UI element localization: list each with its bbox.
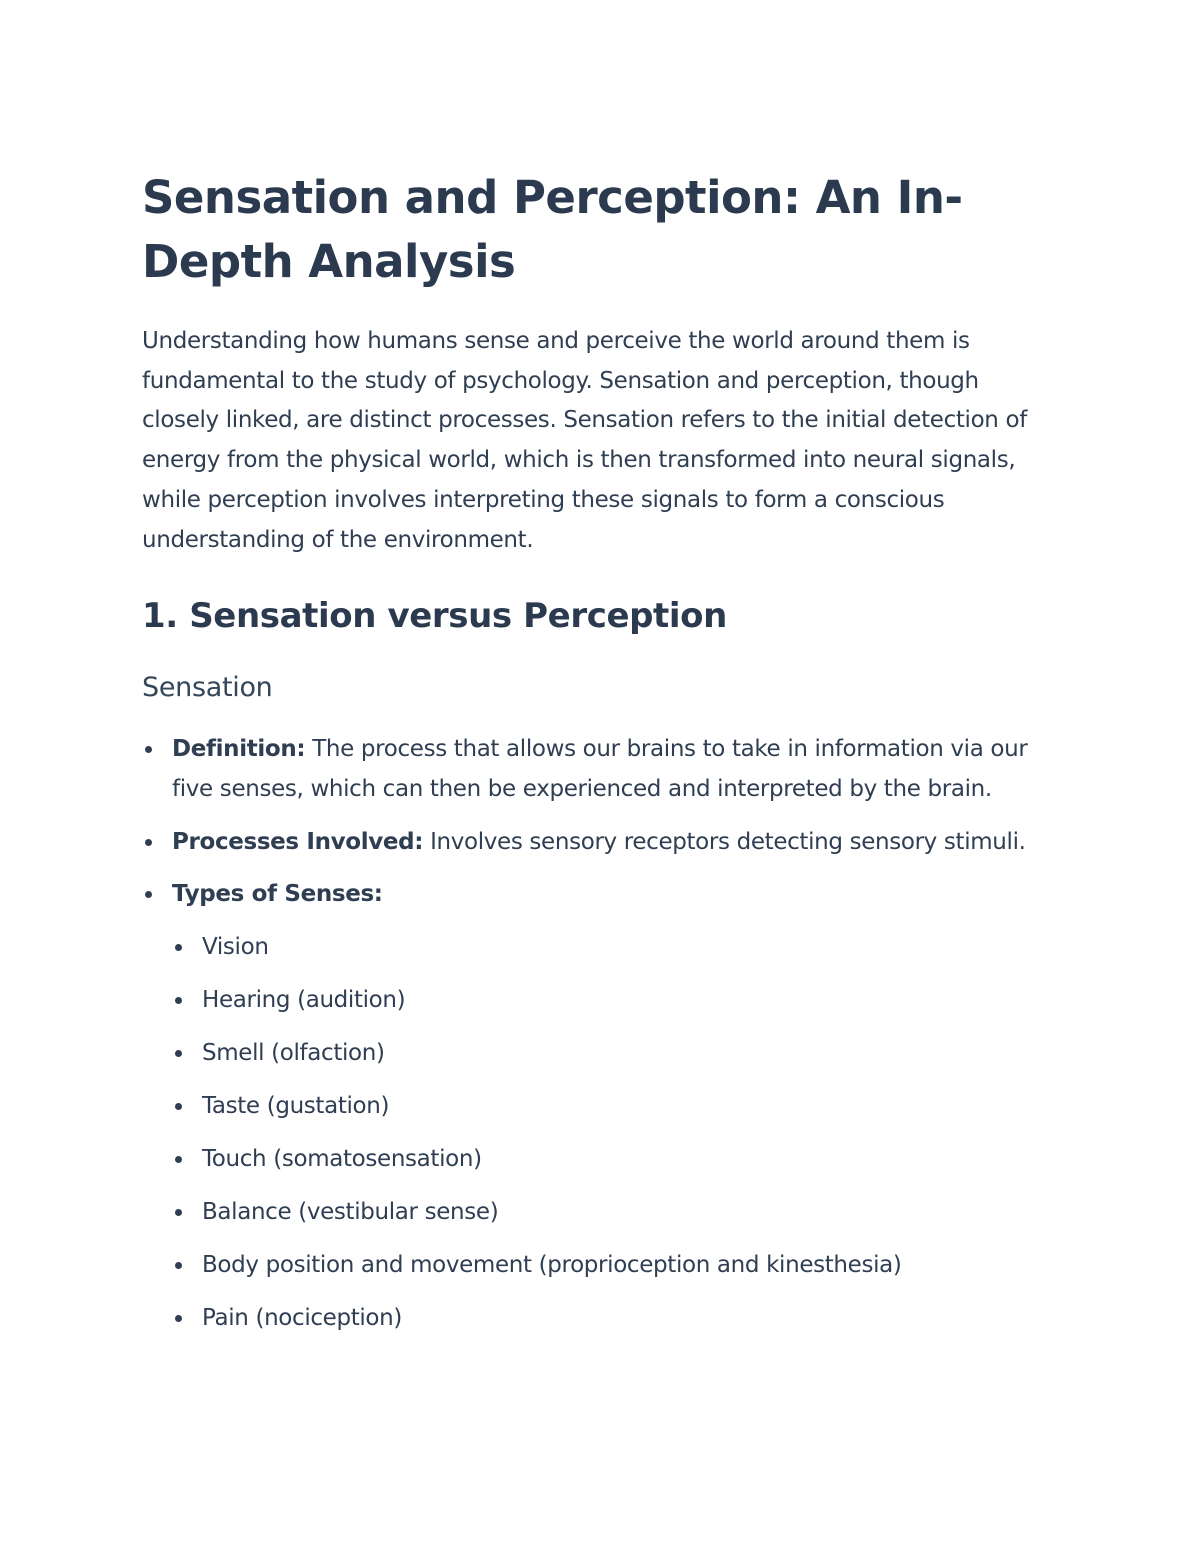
sublist-item-text: Body position and movement (proprioception and kinesthesia) <box>202 1252 902 1279</box>
bullet-icon <box>175 944 182 951</box>
bullet-icon <box>175 1050 182 1057</box>
sublist-item-text: Smell (olfaction) <box>202 1040 385 1067</box>
section-heading: 1. Sensation versus Perception <box>142 596 727 637</box>
bullet-icon <box>175 1156 182 1163</box>
bullet-icon <box>175 1209 182 1216</box>
bullet-icon <box>175 1262 182 1269</box>
list-item-definition <box>142 730 1060 809</box>
sublist-item-text: Balance (vestibular sense) <box>202 1199 499 1226</box>
bullet-icon <box>145 746 152 753</box>
sublist-item <box>172 1034 1060 1074</box>
sublist-item <box>172 1299 1060 1339</box>
sublist-item-text: Vision <box>202 934 269 961</box>
sensation-bullet-list <box>142 730 1060 1339</box>
sublist-item <box>172 981 1060 1021</box>
bullet-icon <box>175 1103 182 1110</box>
bullet-text: Involves sensory receptors detecting sensory stimuli. <box>423 828 1026 855</box>
sublist-item <box>172 1087 1060 1127</box>
sublist-item-text: Hearing (audition) <box>202 987 406 1014</box>
list-item-types <box>142 875 1060 1338</box>
bullet-icon <box>175 997 182 1004</box>
sublist-item <box>172 1140 1060 1180</box>
sublist-item-text: Taste (gustation) <box>202 1093 390 1120</box>
document-title: Sensation and Perception: An In-Depth Analysis <box>142 171 963 288</box>
bullet-icon <box>145 891 152 898</box>
sublist-item-text: Pain (nociception) <box>202 1305 402 1332</box>
bullet-icon <box>145 839 152 846</box>
sublist-item <box>172 1193 1060 1233</box>
bullet-term: Processes Involved: <box>172 828 424 855</box>
bullet-text: The process that allows our brains to take in information via our five senses, which can then be experienced and interpreted by the brain. <box>172 736 1028 802</box>
intro-paragraph: Understanding how humans sense and perceive the world around them is fundamental to the study of psychology. Sensation and perception, though closely linked, are distinct processes. Sensation refers to the initial detection of energy from the physical world, which is then transformed into neural signals, while perception involves interpreting these signals to form a conscious understanding of the environment. <box>142 328 1027 553</box>
list-item-processes <box>142 823 1060 863</box>
subsection-heading: Sensation <box>142 672 273 704</box>
sublist-item-text: Touch (somatosensation) <box>202 1146 482 1173</box>
bullet-icon <box>175 1315 182 1322</box>
sublist-item <box>172 928 1060 968</box>
bullet-term: Types of Senses: <box>172 881 383 908</box>
senses-sublist <box>172 928 1060 1339</box>
bullet-term: Definition: <box>172 736 306 763</box>
sublist-item <box>172 1246 1060 1286</box>
